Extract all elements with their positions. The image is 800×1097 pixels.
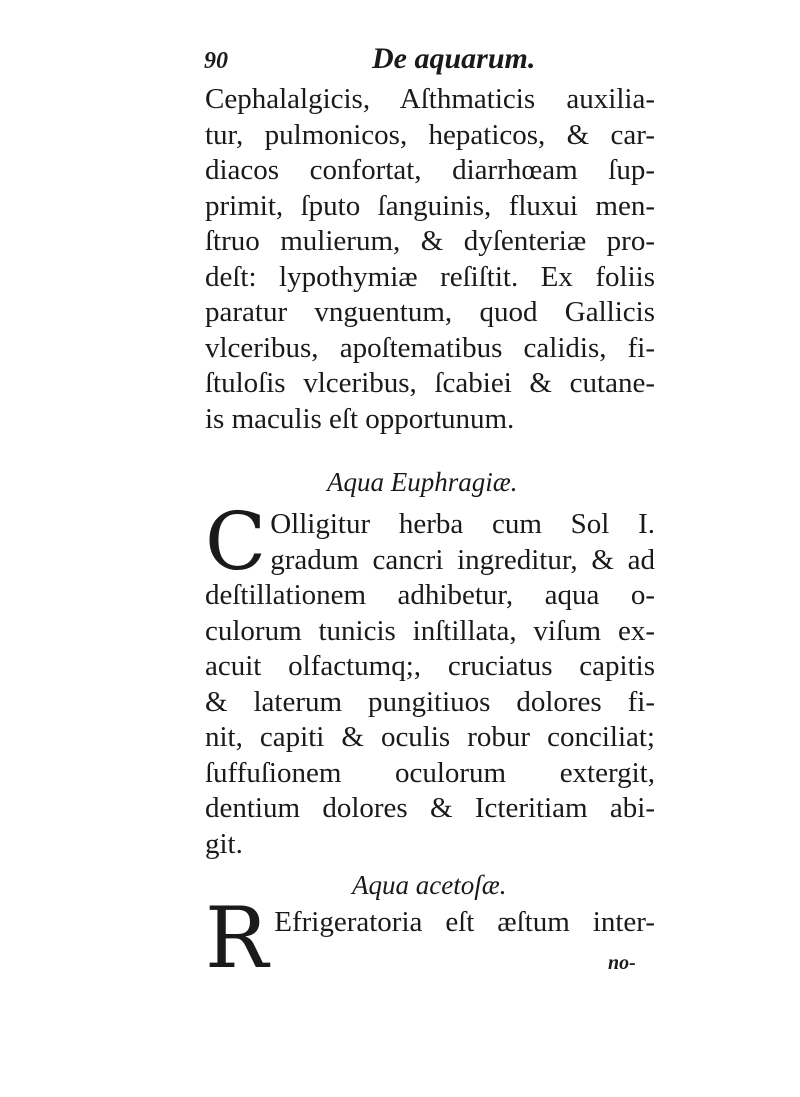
drop-cap: R xyxy=(205,889,269,987)
text-line: vlceribus, apoſtematibus calidis, fi- xyxy=(205,331,655,364)
catchword: no- xyxy=(608,952,636,974)
text-line: gradum cancri ingreditur, & ad xyxy=(270,543,655,576)
running-title: De aquarum. xyxy=(372,42,536,75)
text-line: Cephalalgicis, Aſthmaticis auxilia- xyxy=(205,83,655,115)
text-line: & laterum pungitiuos dolores fi- xyxy=(205,685,655,718)
text-line: tur, pulmonicos, hepaticos, & car- xyxy=(205,118,655,151)
text-line: dentium dolores & Icteritiam abi- xyxy=(205,792,655,824)
running-head xyxy=(204,42,664,82)
text-line: diacos confortat, diarrhœam ſup- xyxy=(205,154,655,186)
paragraph-euphragiae xyxy=(205,495,655,862)
section-heading-euphragiae: Aqua Euphragiæ. xyxy=(327,467,518,497)
text-line: culorum tunicis inſtillata, viſum ex- xyxy=(205,614,655,647)
text-line: is maculis eſt opportunum. xyxy=(205,402,515,435)
paragraph-continuation xyxy=(205,82,655,437)
text-line: primit, ſputo ſanguinis, fluxui men- xyxy=(205,189,655,222)
text-line: nit, capiti & oculis robur conciliat; xyxy=(205,721,655,753)
text-line: paratur vnguentum, quod Gallicis xyxy=(205,296,655,328)
text-line: deſtillationem adhibetur, aqua o- xyxy=(205,579,655,611)
text-line: ſtuloſis vlceribus, ſcabiei & cutane- xyxy=(205,367,655,399)
text-line: deſt: lypothymiæ reſiſtit. Ex foliis xyxy=(205,260,655,293)
paragraph-acetosae xyxy=(205,889,655,987)
text-line: ſtruo mulierum, & dyſenteriæ pro- xyxy=(205,225,655,257)
text-line: Olligitur herba cum Sol I. xyxy=(270,508,655,540)
text-line: Efrigeratoria eſt æſtum inter- xyxy=(274,906,655,938)
section-heading-acetosae: Aqua acetoſæ. xyxy=(352,870,507,900)
page-number: 90 xyxy=(204,48,228,74)
text-line: acuit olfactumq;, cruciatus capitis xyxy=(205,650,655,682)
text-line: ſuffuſionem oculorum extergit, xyxy=(205,756,655,789)
drop-cap: C xyxy=(205,495,267,588)
text-line: git. xyxy=(205,827,243,860)
